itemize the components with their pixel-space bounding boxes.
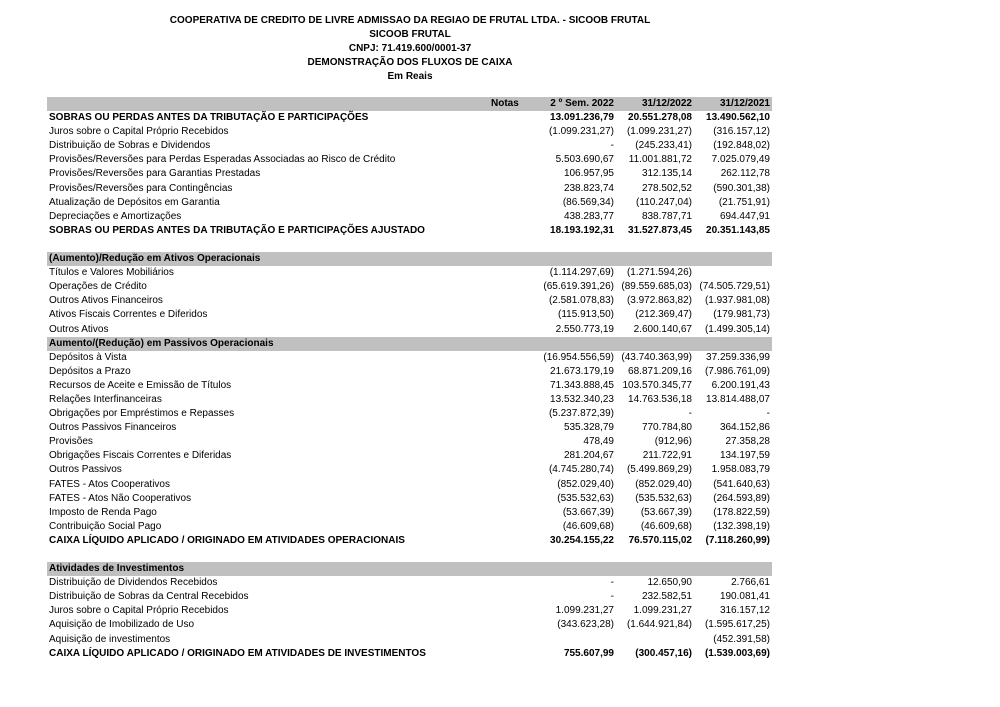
- value-cell: (74.505.729,51): [699, 281, 770, 293]
- value-cell: 694.447,91: [719, 210, 770, 222]
- row-label: Operações de Crédito: [49, 281, 147, 293]
- row-label: Obrigações por Empréstimos e Repasses: [49, 408, 235, 420]
- table-row: [47, 618, 772, 632]
- value-cell: 13.532.340,23: [550, 393, 614, 405]
- value-cell: (7.986.761,09): [704, 365, 770, 377]
- table-row: [47, 266, 772, 280]
- value-cell: (852.029,40): [635, 478, 692, 490]
- table-row: [47, 633, 772, 647]
- table-row: [47, 308, 772, 322]
- table-row: [47, 590, 772, 604]
- row-label: Distribuição de Dividendos Recebidos: [49, 577, 218, 589]
- column-header-row: [47, 97, 772, 111]
- value-cell: (300.457,16): [635, 647, 692, 659]
- row-label: Contribuição Social Pago: [49, 520, 162, 532]
- value-cell: (245.233,41): [635, 140, 692, 152]
- row-label: FATES - Atos Cooperativos: [49, 478, 170, 490]
- row-label: Distribuição de Sobras e Dividendos: [49, 140, 211, 152]
- row-label: Depreciações e Amortizações: [49, 210, 182, 222]
- value-cell: 106.957,95: [563, 168, 614, 180]
- table-row: [47, 492, 772, 506]
- value-cell: (115.913,50): [558, 309, 614, 321]
- currency-note: Em Reais: [387, 71, 433, 82]
- value-cell: 312.135,14: [641, 168, 692, 180]
- row-spacer: [47, 548, 772, 562]
- row-label: (Aumento)/Redução em Ativos Operacionais: [49, 253, 261, 265]
- table-row: [47, 167, 772, 181]
- row-label: Aquisição de investimentos: [49, 633, 171, 645]
- value-cell: (452.391,58): [713, 633, 770, 645]
- total-row: [47, 647, 772, 661]
- table-row: [47, 153, 772, 167]
- value-cell: -: [610, 577, 614, 589]
- section-header: [47, 337, 772, 351]
- row-label: Outros Passivos: [49, 464, 122, 476]
- table-row: [47, 478, 772, 492]
- row-label: Aumento/(Redução) em Passivos Operacionais: [49, 337, 274, 349]
- total-row: [47, 534, 772, 548]
- row-label: Ativos Fiscais Correntes e Diferidos: [49, 309, 208, 321]
- row-label: Imposto de Renda Pago: [49, 506, 157, 518]
- value-cell: 20.551.278,08: [628, 112, 692, 124]
- value-cell: (1.099.231,27): [548, 126, 614, 138]
- table-row: [47, 604, 772, 618]
- table-row: [47, 506, 772, 520]
- row-label: Recursos de Aceite e Emissão de Títulos: [49, 379, 232, 391]
- value-cell: 1.099.231,27: [633, 605, 692, 617]
- value-cell: 281.204,67: [563, 450, 614, 462]
- cash-flow-statement: [47, 97, 772, 661]
- row-label: SOBRAS OU PERDAS ANTES DA TRIBUTAÇÃO E PARTICIPAÇÕES: [49, 112, 369, 124]
- value-cell: (46.609,68): [562, 520, 614, 532]
- value-cell: 27.358,28: [725, 436, 770, 448]
- value-cell: 2.766,61: [731, 577, 770, 589]
- value-cell: (21.751,91): [718, 196, 770, 208]
- value-cell: 7.025.079,49: [711, 154, 770, 166]
- row-label: Títulos e Valores Mobiliários: [49, 267, 174, 279]
- table-row: [47, 294, 772, 308]
- total-row: [47, 111, 772, 125]
- value-cell: 13.091.236,79: [550, 112, 614, 124]
- value-cell: 232.582,51: [641, 591, 692, 603]
- value-cell: (912,96): [654, 436, 692, 448]
- value-cell: (535.532,63): [557, 492, 614, 504]
- value-cell: 13.490.562,10: [706, 112, 770, 124]
- company-name: COOPERATIVA DE CREDITO DE LIVRE ADMISSAO DA REGIAO DE FRUTAL LTDA. - SICOOB FRUTAL: [169, 15, 651, 26]
- value-cell: (16.954.556,59): [543, 351, 614, 363]
- table-row: [47, 407, 772, 421]
- value-cell: 76.570.115,02: [628, 534, 692, 546]
- value-cell: 12.650,90: [647, 577, 692, 589]
- value-cell: 478,49: [583, 436, 614, 448]
- table-row: [47, 379, 772, 393]
- row-label: Atividades de Investimentos: [49, 563, 185, 575]
- value-cell: (1.539.003,69): [704, 647, 770, 659]
- column-header-2nd-sem-2022: 2 º Sem. 2022: [550, 98, 614, 109]
- row-label: Outros Passivos Financeiros: [49, 422, 177, 434]
- value-cell: (541.640,63): [713, 478, 770, 490]
- row-label: CAIXA LÍQUIDO APLICADO / ORIGINADO EM ATIVIDADES OPERACIONAIS: [49, 534, 405, 546]
- value-cell: (1.595.617,25): [704, 619, 770, 631]
- value-cell: (212.369,47): [635, 309, 692, 321]
- table-row: [47, 576, 772, 590]
- row-label: Outros Ativos Financeiros: [49, 295, 163, 307]
- row-label: Juros sobre o Capital Próprio Recebidos: [49, 126, 229, 138]
- value-cell: (65.619.391,26): [543, 281, 614, 293]
- value-cell: (264.593,89): [713, 492, 770, 504]
- column-header-31-12-2021: 31/12/2021: [719, 98, 770, 109]
- value-cell: 71.343.888,45: [550, 379, 614, 391]
- table-row: [47, 351, 772, 365]
- value-cell: 18.193.192,31: [550, 224, 614, 236]
- value-cell: 278.502,52: [641, 182, 692, 194]
- value-cell: (590.301,38): [713, 182, 770, 194]
- value-cell: 1.099.231,27: [555, 605, 614, 617]
- table-row: [47, 210, 772, 224]
- value-cell: (2.581.078,83): [548, 295, 614, 307]
- value-cell: -: [688, 408, 692, 420]
- table-row: [47, 365, 772, 379]
- row-label: FATES - Atos Não Cooperativos: [49, 492, 192, 504]
- cnpj: CNPJ: 71.419.600/0001-37: [348, 43, 472, 54]
- company-short-name: SICOOB FRUTAL: [369, 29, 451, 40]
- table-row: [47, 421, 772, 435]
- value-cell: (86.569,34): [562, 196, 614, 208]
- value-cell: 13.814.488,07: [706, 393, 770, 405]
- value-cell: 37.259.336,99: [706, 351, 770, 363]
- table-row: [47, 449, 772, 463]
- value-cell: 11.001.881,72: [628, 154, 692, 166]
- section-header: [47, 252, 772, 266]
- table-row: [47, 393, 772, 407]
- value-cell: (7.118.260,99): [705, 534, 770, 546]
- value-cell: (132.398,19): [713, 520, 770, 532]
- row-label: Depósitos a Prazo: [49, 365, 131, 377]
- value-cell: (46.609,68): [640, 520, 692, 532]
- table-row: [47, 520, 772, 534]
- notes-column-header: Notas: [491, 98, 519, 109]
- value-cell: (178.822,59): [713, 506, 770, 518]
- row-label: Provisões/Reversões para Garantias Prestadas: [49, 168, 261, 180]
- value-cell: -: [610, 591, 614, 603]
- value-cell: 134.197,59: [719, 450, 770, 462]
- table-row: [47, 139, 772, 153]
- value-cell: (1.499.305,14): [704, 323, 770, 335]
- row-spacer: [47, 238, 772, 252]
- value-cell: (192.848,02): [713, 140, 770, 152]
- value-cell: 68.871.209,16: [628, 365, 692, 377]
- total-row: [47, 224, 772, 238]
- value-cell: 5.503.690,67: [555, 154, 614, 166]
- value-cell: (1.644.921,84): [626, 619, 692, 631]
- value-cell: 31.527.873,45: [628, 224, 692, 236]
- value-cell: 316.157,12: [719, 605, 770, 617]
- table-row: [47, 323, 772, 337]
- value-cell: 438.283,77: [563, 210, 614, 222]
- value-cell: (535.532,63): [635, 492, 692, 504]
- row-label: Aquisição de Imobilizado de Uso: [49, 619, 195, 631]
- value-cell: (179.981,73): [713, 309, 770, 321]
- row-label: Juros sobre o Capital Próprio Recebidos: [49, 605, 229, 617]
- row-label: Provisões/Reversões para Perdas Esperadas Associadas ao Risco de Crédito: [49, 154, 396, 166]
- row-label: Provisões/Reversões para Contingências: [49, 182, 233, 194]
- row-label: SOBRAS OU PERDAS ANTES DA TRIBUTAÇÃO E PARTICIPAÇÕES AJUSTADO: [49, 224, 425, 236]
- value-cell: 14.763.536,18: [628, 393, 692, 405]
- value-cell: (3.972.863,82): [626, 295, 692, 307]
- value-cell: 103.570.345,77: [622, 379, 692, 391]
- value-cell: 262.112,78: [720, 168, 770, 180]
- value-cell: 211.722,91: [642, 450, 692, 462]
- value-cell: (1.099.231,27): [626, 126, 692, 138]
- value-cell: -: [610, 140, 614, 152]
- value-cell: 838.787,71: [641, 210, 692, 222]
- value-cell: 30.254.155,22: [550, 534, 614, 546]
- row-label: Depósitos à Vista: [49, 351, 127, 363]
- value-cell: 2.550.773,19: [555, 323, 614, 335]
- value-cell: (852.029,40): [557, 478, 614, 490]
- value-cell: 535.328,79: [563, 422, 614, 434]
- value-cell: (1.114.297,69): [549, 267, 614, 279]
- value-cell: (89.559.685,03): [621, 281, 692, 293]
- row-label: Atualização de Depósitos em Garantia: [49, 196, 220, 208]
- value-cell: 21.673.179,19: [550, 365, 614, 377]
- value-cell: (5.237.872,39): [548, 408, 614, 420]
- value-cell: 770.784,80: [641, 422, 692, 434]
- row-label: Obrigações Fiscais Correntes e Diferidas: [49, 450, 232, 462]
- statement-title: DEMONSTRAÇÃO DOS FLUXOS DE CAIXA: [307, 57, 513, 68]
- value-cell: 238.823,74: [563, 182, 614, 194]
- value-cell: (110.247,04): [636, 196, 692, 208]
- value-cell: 755.607,99: [563, 647, 614, 659]
- value-cell: (53.667,39): [562, 506, 614, 518]
- value-cell: 190.081,41: [719, 591, 770, 603]
- table-row: [47, 280, 772, 294]
- value-cell: (316.157,12): [713, 126, 770, 138]
- row-label: Relações Interfinanceiras: [49, 393, 162, 405]
- value-cell: (4.745.280,74): [548, 464, 614, 476]
- section-header: [47, 562, 772, 576]
- row-label: Outros Ativos: [49, 323, 109, 335]
- value-cell: 6.200.191,43: [711, 379, 770, 391]
- row-label: Provisões: [49, 436, 93, 448]
- value-cell: (43.740.363,99): [621, 351, 692, 363]
- table-row: [47, 182, 772, 196]
- statement-rows: [47, 111, 772, 661]
- table-row: [47, 435, 772, 449]
- value-cell: (1.937.981,08): [704, 295, 770, 307]
- value-cell: (5.499.869,29): [626, 464, 692, 476]
- value-cell: (53.667,39): [640, 506, 692, 518]
- row-label: Distribuição de Sobras da Central Recebidos: [49, 591, 249, 603]
- table-row: [47, 463, 772, 477]
- row-label: CAIXA LÍQUIDO APLICADO / ORIGINADO EM ATIVIDADES DE INVESTIMENTOS: [49, 647, 426, 659]
- value-cell: (1.271.594,26): [626, 267, 692, 279]
- table-row: [47, 196, 772, 210]
- value-cell: 2.600.140,67: [633, 323, 692, 335]
- value-cell: 364.152,86: [719, 422, 770, 434]
- value-cell: 1.958.083,79: [711, 464, 770, 476]
- column-header-31-12-2022: 31/12/2022: [641, 98, 692, 109]
- value-cell: 20.351.143,85: [706, 224, 770, 236]
- value-cell: -: [766, 408, 770, 420]
- table-row: [47, 125, 772, 139]
- value-cell: (343.623,28): [557, 619, 614, 631]
